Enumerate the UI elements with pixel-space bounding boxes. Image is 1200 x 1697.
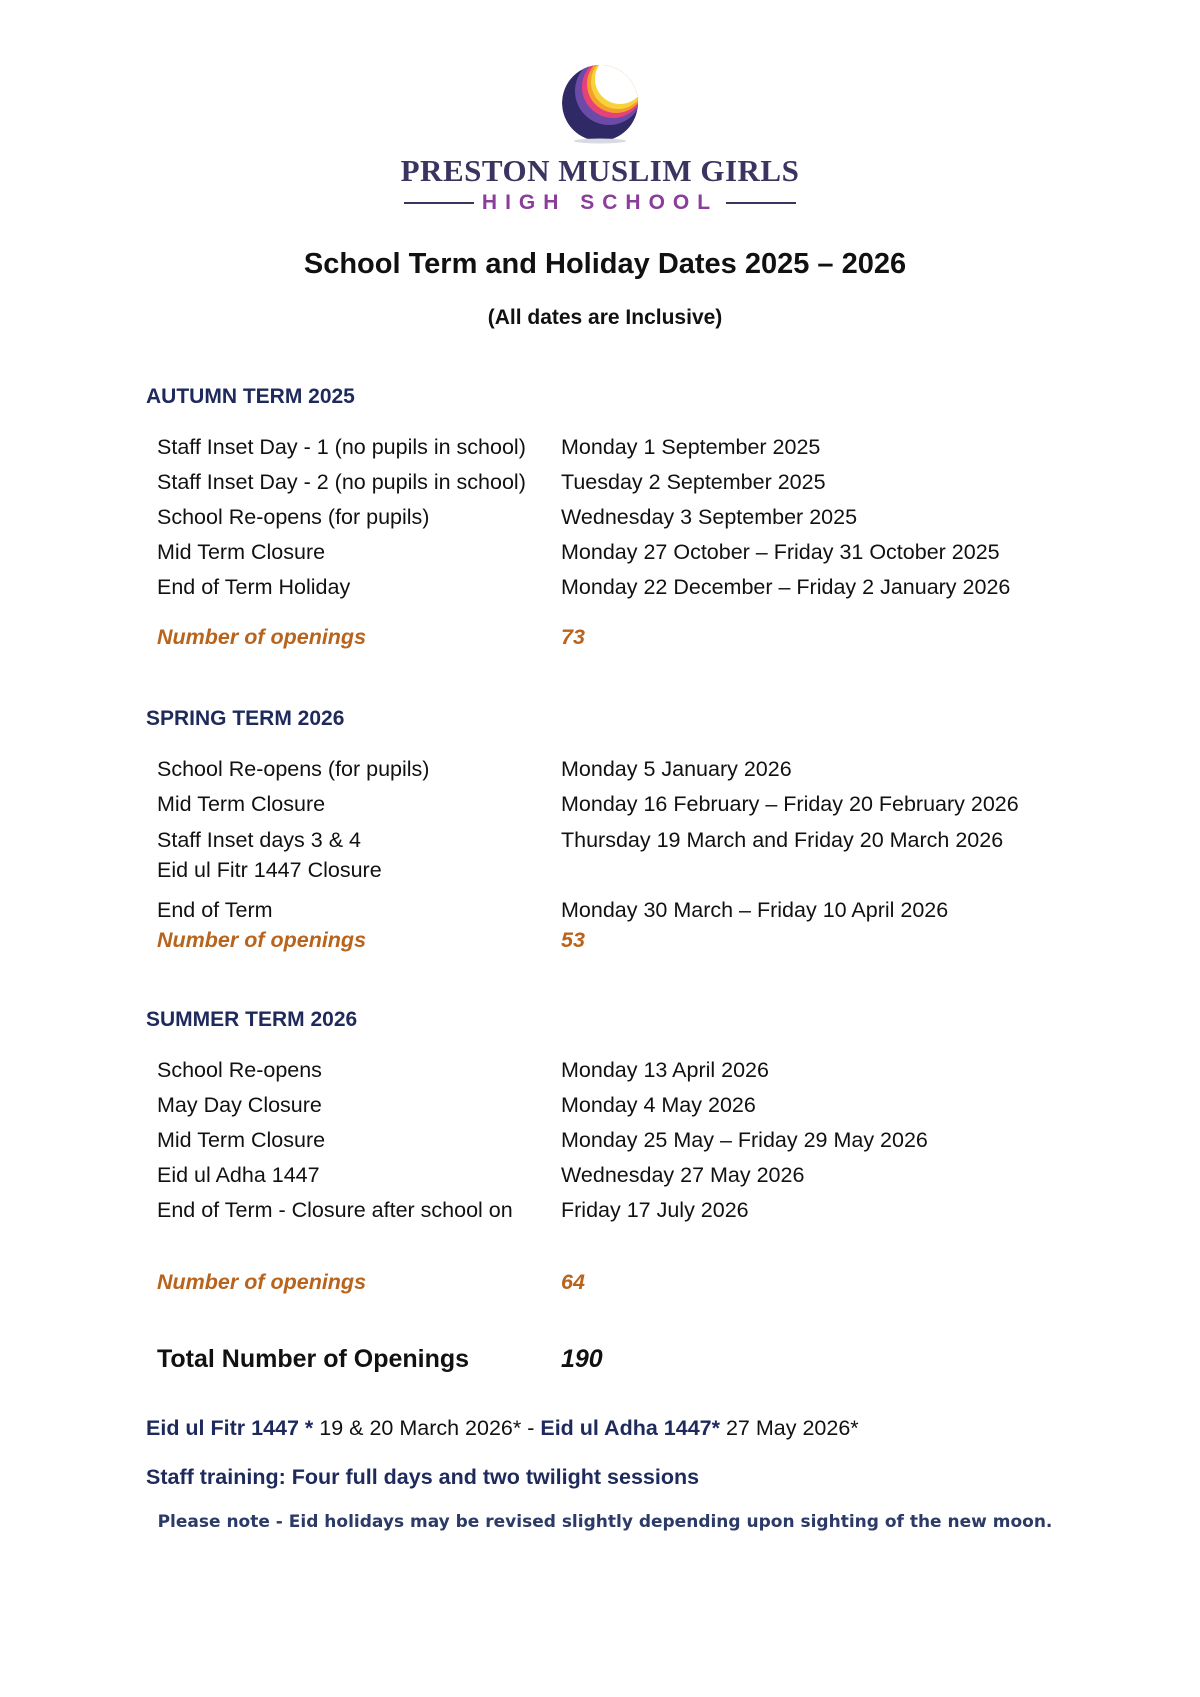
eid-adha-star: *: [711, 1416, 720, 1440]
total-label: Total Number of Openings: [157, 1345, 470, 1373]
openings-label: Number of openings: [157, 625, 367, 649]
openings-value: 53: [561, 928, 585, 952]
summer-term-heading: SUMMER TERM 2026: [146, 1008, 358, 1031]
row-value: Monday 25 May – Friday 29 May 2026: [561, 1128, 928, 1152]
row-value: Wednesday 27 May 2026: [561, 1163, 805, 1187]
row-label: Eid ul Adha 1447: [157, 1163, 320, 1187]
openings-value: 73: [561, 625, 585, 649]
school-logo: [0, 55, 1200, 215]
row-value: Monday 27 October – Friday 31 October 2025: [561, 540, 1000, 564]
row-label: Staff Inset days 3 & 4: [157, 828, 361, 852]
openings-value: 64: [561, 1270, 585, 1294]
row-value: Monday 30 March – Friday 10 April 2026: [561, 898, 949, 922]
row-label: Staff Inset Day - 2 (no pupils in school): [157, 470, 526, 494]
openings-label: Number of openings: [157, 928, 367, 952]
autumn-term-heading: AUTUMN TERM 2025: [146, 385, 355, 408]
logo-divider: [404, 202, 474, 204]
row-value: Thursday 19 March and Friday 20 March 2026: [561, 828, 1004, 852]
spring-term-heading: SPRING TERM 2026: [146, 707, 345, 730]
row-label: Eid ul Fitr 1447 Closure: [157, 858, 382, 882]
eid-adha-date: 27 May 2026*: [720, 1416, 859, 1440]
eid-fitr-star: *: [298, 1416, 314, 1440]
row-value: Friday 17 July 2026: [561, 1198, 749, 1222]
row-label: End of Term Holiday: [157, 575, 351, 599]
row-value: Monday 4 May 2026: [561, 1093, 756, 1117]
page-title: School Term and Holiday Dates 2025 – 2026: [303, 248, 907, 280]
row-label: Mid Term Closure: [157, 1128, 326, 1152]
row-label: Staff Inset Day - 1 (no pupils in school): [157, 435, 526, 459]
staff-training-note: Staff training: Four full days and two twilight sessions: [146, 1465, 700, 1489]
row-value: Monday 13 April 2026: [561, 1058, 769, 1082]
row-label: School Re-opens (for pupils): [157, 505, 430, 529]
row-label: May Day Closure: [157, 1093, 322, 1117]
row-label: End of Term: [157, 898, 273, 922]
row-label: Mid Term Closure: [157, 792, 326, 816]
eid-adha-label: Eid ul Adha 1447: [540, 1416, 712, 1440]
row-label: School Re-opens: [157, 1058, 322, 1082]
openings-label: Number of openings: [157, 1270, 367, 1294]
eid-fitr-label: Eid ul Fitr 1447: [146, 1416, 299, 1440]
school-name: PRESTON MUSLIM GIRLS: [400, 153, 800, 188]
school-sub: HIGH SCHOOL: [481, 191, 719, 214]
row-value: Monday 16 February – Friday 20 February 2026: [561, 792, 1019, 816]
row-label: End of Term - Closure after school on: [157, 1198, 513, 1222]
page-subtitle: (All dates are Inclusive): [487, 306, 723, 329]
row-value: Wednesday 3 September 2025: [561, 505, 858, 529]
crescent-moon-icon: [545, 55, 655, 145]
row-value: Tuesday 2 September 2025: [561, 470, 826, 494]
logo-divider: [726, 202, 796, 204]
school-sub-row: [0, 191, 1200, 215]
moon-sighting-note: Please note - Eid holidays may be revised slightly depending upon sighting of the new moon.: [157, 1512, 1053, 1532]
eid-fitr-dates: 19 & 20 March 2026* -: [313, 1416, 541, 1440]
row-value: Monday 22 December – Friday 2 January 2026: [561, 575, 1011, 599]
eid-dates-line: [146, 1416, 859, 1441]
row-value: Monday 5 January 2026: [561, 757, 792, 781]
total-value: 190: [561, 1345, 603, 1373]
row-value: Monday 1 September 2025: [561, 435, 821, 459]
row-label: School Re-opens (for pupils): [157, 757, 430, 781]
row-label: Mid Term Closure: [157, 540, 326, 564]
